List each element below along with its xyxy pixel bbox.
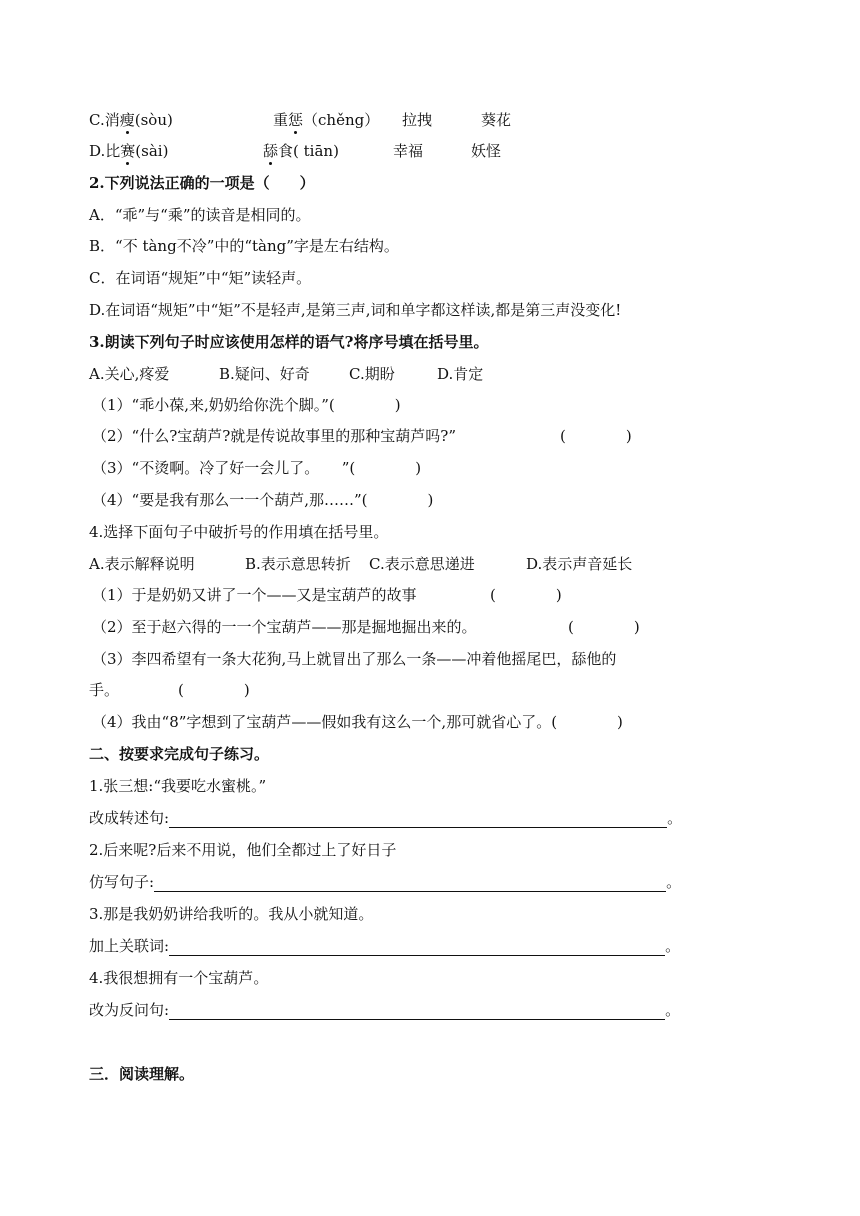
q4-choice-a: A.表示解释说明 xyxy=(89,555,195,573)
q2-option-a: A．“乖”与“乘”的读音是相同的。 xyxy=(89,206,311,224)
q4-choices xyxy=(89,554,633,574)
section2-title: 二、按要求完成句子练习。 xyxy=(89,745,270,763)
s2-item-4-answer: 改为反问句: 。 xyxy=(89,1001,681,1019)
q4-choice-d: D.表示声音延长 xyxy=(526,555,633,573)
option-d-emphasis-char: 赛 xyxy=(120,142,136,160)
answer-paren[interactable]: ( ) xyxy=(560,427,632,445)
q2-option-c: C．在词语“规矩”中“矩”读轻声。 xyxy=(89,269,312,287)
answer-blank[interactable] xyxy=(169,811,667,828)
s2-item-2-sentence: 2.后来呢?后来不用说，他们全都过上了好日子 xyxy=(89,841,397,859)
q4-item-2: （2）至于赵六得的一一个宝葫芦——那是掘地掘出来的。 ( ) xyxy=(92,618,640,636)
answer-blank[interactable] xyxy=(169,939,665,956)
q4-item-1: （1）于是奶奶又讲了一个——又是宝葫芦的故事 ( ) xyxy=(92,586,562,604)
q2-stem: 2.下列说法正确的一项是（ ） xyxy=(89,174,315,192)
q4-item-3-cont: 手。 ( ) xyxy=(89,681,250,699)
q4-item-3: （3）李四希望有一条大花狗,马上就冒出了那么一条——冲着他摇尾巴，舔他的 xyxy=(92,650,617,668)
q4-stem: 4.选择下面句子中破折号的作用填在括号里。 xyxy=(89,523,389,541)
option-c-emphasis-char: 瘦 xyxy=(119,111,135,129)
option-c-word4: 葵花 xyxy=(481,111,512,129)
option-d-word2: 舔食( tiān) xyxy=(263,142,339,160)
q1-option-c xyxy=(89,110,512,130)
option-c-word2: 重惩（chěng） xyxy=(273,111,380,129)
q3-item-3: （3）“不烫啊。冷了好一会儿了。 ”( ) xyxy=(92,459,422,477)
option-d-word4: 妖怪 xyxy=(471,142,502,160)
q3-item-2: （2）“什么?宝葫芦?就是传说故事里的那种宝葫芦吗?” ( ) xyxy=(92,427,632,445)
option-c-label: C.消 xyxy=(89,111,120,129)
q3-choices xyxy=(89,364,484,384)
q4-item-4: （4）我由“8”字想到了宝葫芦——假如我有这么一个,那可就省心了。( ) xyxy=(92,713,623,731)
s2-item-1-sentence: 1.张三想:“我要吃水蜜桃。” xyxy=(89,777,267,795)
q3-choice-d: D.肯定 xyxy=(437,365,484,383)
s2-item-1-answer: 改成转述句: 。 xyxy=(89,809,683,827)
answer-blank[interactable] xyxy=(169,1003,665,1020)
answer-paren[interactable]: ( ) xyxy=(490,586,562,604)
q4-choice-c: C.表示意思递进 xyxy=(369,555,475,573)
q3-stem: 3.朗读下列句子时应该使用怎样的语气?将序号填在括号里。 xyxy=(89,333,489,351)
q2-option-d: D.在词语“规矩”中“矩”不是轻声,是第三声,词和单字都这样读,都是第三声没变化! xyxy=(89,301,622,319)
q3-choice-c: C.期盼 xyxy=(349,365,395,383)
q3-item-1: （1）“乖小葆,来,奶奶给你洗个脚。”( ) xyxy=(92,396,401,414)
answer-paren[interactable]: ( ) xyxy=(349,459,422,477)
q3-choice-b: B.疑问、好奇 xyxy=(219,365,310,383)
q4-choice-b: B.表示意思转折 xyxy=(245,555,351,573)
option-d-label: D.比 xyxy=(89,142,121,160)
option-d-word3: 幸福 xyxy=(393,142,424,160)
s2-item-2-answer: 仿写句子: 。 xyxy=(89,873,682,891)
answer-paren[interactable]: ( ) xyxy=(551,713,623,731)
answer-blank[interactable] xyxy=(154,875,666,892)
q2-option-b: B．“不 tàng不冷”中的“tàng”字是左右结构。 xyxy=(89,237,399,255)
q1-option-d xyxy=(89,141,502,161)
s2-item-3-sentence: 3.那是我奶奶讲给我听的。我从小就知道。 xyxy=(89,905,374,923)
option-c-pinyin: (sòu) xyxy=(134,111,173,129)
answer-paren[interactable]: ( ) xyxy=(328,396,401,414)
s2-item-4-sentence: 4.我很想拥有一个宝葫芦。 xyxy=(89,969,269,987)
option-c-word3: 拉拽 xyxy=(402,111,433,129)
s2-item-3-answer: 加上关联词: 。 xyxy=(89,937,681,955)
option-d-pinyin: (sài) xyxy=(135,142,169,160)
answer-paren[interactable]: ( ) xyxy=(361,491,434,509)
q3-item-4: （4）“要是我有那么一一个葫芦,那……”( ) xyxy=(92,491,434,509)
q3-choice-a: A.关心,疼爱 xyxy=(89,365,170,383)
section3-title: 三．阅读理解。 xyxy=(89,1065,195,1083)
answer-paren[interactable]: ( ) xyxy=(178,681,250,699)
answer-paren[interactable]: ( ) xyxy=(568,618,640,636)
